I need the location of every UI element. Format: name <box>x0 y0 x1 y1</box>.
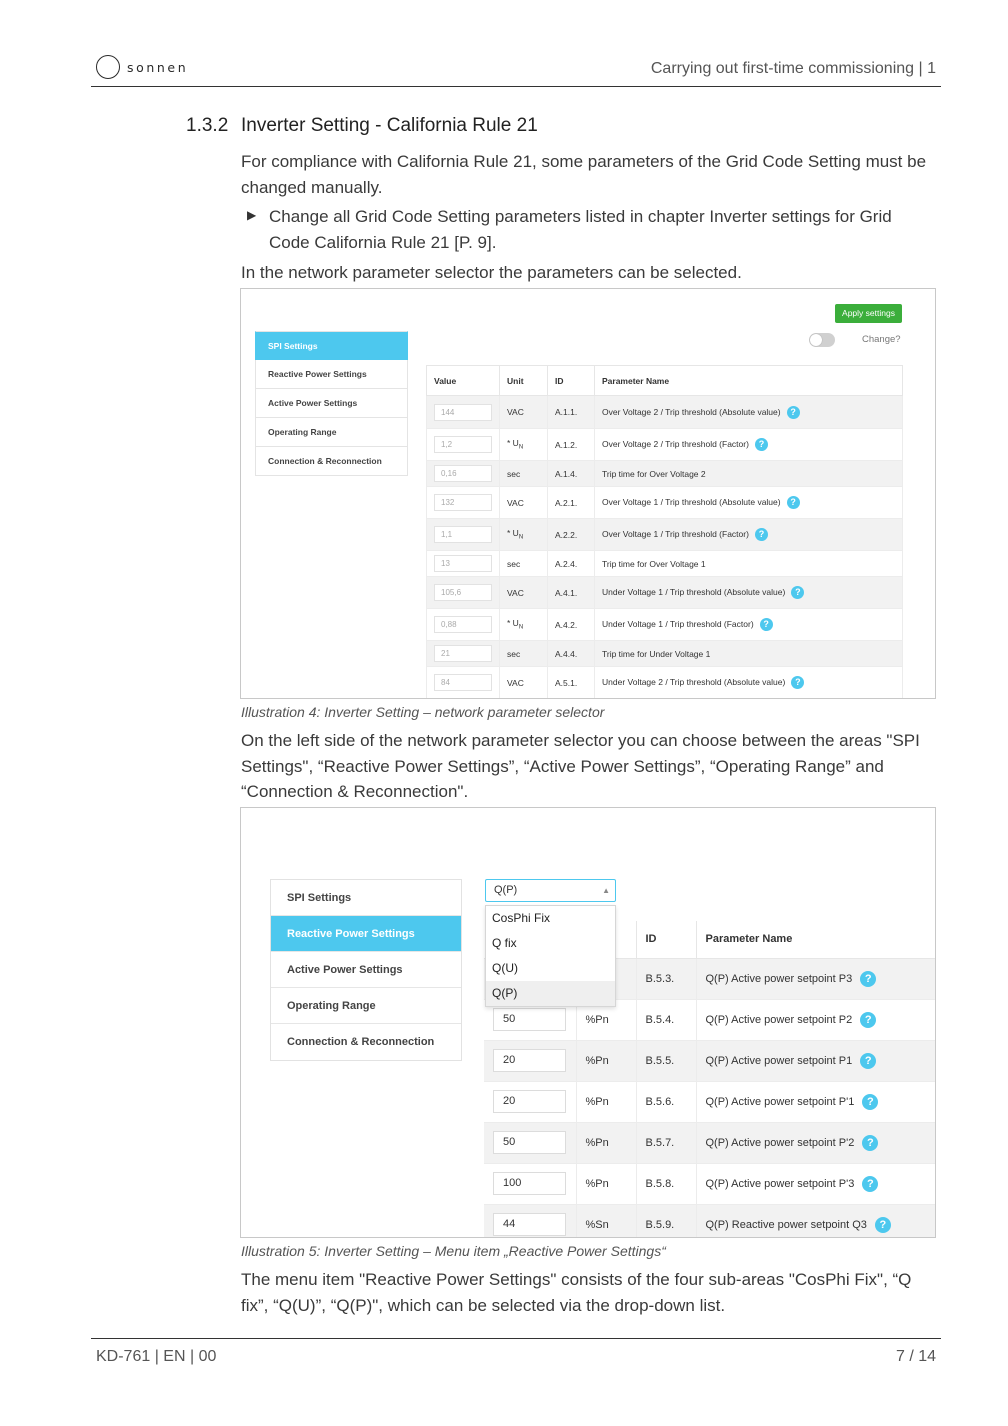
parameter-name-cell <box>595 396 903 429</box>
unit-text: * U <box>507 438 519 449</box>
unit-subscript: N <box>518 534 524 541</box>
help-icon[interactable]: ? <box>755 438 768 451</box>
unit-text: sec <box>507 468 521 479</box>
id-cell: A.2.1. <box>548 487 595 519</box>
parameter-name-cell <box>696 1204 936 1238</box>
parameter-name: Q(P) Active power setpoint P'1 <box>705 1095 855 1108</box>
id-cell: A.4.2. <box>548 609 595 641</box>
unit-text: VAC <box>507 407 524 417</box>
value-cell <box>484 1040 576 1081</box>
value-input[interactable]: 84 <box>434 674 492 691</box>
parameter-name-cell <box>595 461 903 487</box>
unit-cell: %Pn <box>576 1163 636 1204</box>
value-input[interactable]: 1,1 <box>434 526 492 543</box>
table-row <box>427 641 903 667</box>
illustration-5-reactive-power-settings <box>240 807 936 1238</box>
value-cell <box>427 429 500 461</box>
help-icon[interactable]: ? <box>875 1217 891 1233</box>
parameter-name-cell <box>696 1122 936 1163</box>
parameter-name: Trip time for Over Voltage 1 <box>602 558 706 569</box>
parameter-name: Over Voltage 1 / Trip threshold (Factor) <box>602 528 749 539</box>
table-row <box>427 487 903 519</box>
menu-item-connection-reconnection[interactable]: Connection & Reconnection <box>271 1024 461 1060</box>
unit-subscript: N <box>518 624 524 631</box>
parameter-name-cell <box>696 1040 936 1081</box>
help-icon[interactable]: ? <box>760 618 773 631</box>
table-row <box>427 577 903 609</box>
value-cell <box>484 1081 576 1122</box>
unit-cell <box>500 519 548 551</box>
id-cell: A.1.1. <box>548 396 595 429</box>
table-row <box>427 519 903 551</box>
table-row <box>484 1081 936 1122</box>
parameter-name-cell <box>595 577 903 609</box>
logo-text: sonnen <box>127 59 189 75</box>
unit-cell <box>500 396 548 429</box>
table-row <box>484 1163 936 1204</box>
value-input[interactable]: 1,2 <box>434 436 492 453</box>
caret-up-icon: ▲ <box>602 886 610 895</box>
dropdown-selected-value: Q(P) <box>494 884 518 896</box>
table-row <box>427 609 903 641</box>
value-cell <box>484 1163 576 1204</box>
value-cell <box>427 577 500 609</box>
help-icon[interactable]: ? <box>862 1176 878 1192</box>
id-cell: A.2.2. <box>548 519 595 551</box>
unit-text: VAC <box>507 497 524 508</box>
parameter-name-cell <box>696 1081 936 1122</box>
value-input[interactable]: 144 <box>434 404 492 421</box>
header-rule <box>91 86 941 87</box>
value-input[interactable]: 21 <box>434 645 492 662</box>
parameter-name-cell <box>696 999 936 1040</box>
bullet-triangle-icon: ▶ <box>247 208 257 222</box>
logo-circle-icon <box>96 55 120 79</box>
dropdown-option-q-p[interactable]: Q(P) <box>486 981 615 1006</box>
id-cell: B.5.4. <box>636 999 696 1040</box>
menu-item-connection-reconnection[interactable]: Connection & Reconnection <box>255 447 408 476</box>
sub-area-dropdown[interactable] <box>485 879 616 902</box>
parameter-name: Under Voltage 1 / Trip threshold (Factor) <box>602 618 754 629</box>
section-title: Inverter Setting - California Rule 21 <box>241 115 538 136</box>
value-cell <box>427 461 500 487</box>
sonnen-logo <box>96 55 188 79</box>
parameter-name-cell <box>595 487 903 519</box>
parameter-name: Q(P) Reactive power setpoint Q3 <box>705 1218 867 1231</box>
unit-text: VAC <box>507 677 524 688</box>
unit-cell <box>500 461 548 487</box>
unit-cell <box>500 641 548 667</box>
dropdown-option-q-u[interactable]: Q(U) <box>492 961 518 975</box>
page-number: 7 / 14 <box>895 1348 936 1365</box>
id-cell: A.1.4. <box>548 461 595 487</box>
help-icon[interactable]: ? <box>791 586 804 599</box>
help-icon[interactable]: ? <box>787 406 800 419</box>
unit-text: sec <box>507 648 521 659</box>
menu-item-active-power-settings[interactable]: Active Power Settings <box>255 389 408 418</box>
value-input[interactable]: 105,6 <box>434 584 492 601</box>
column-header-value: Value <box>427 366 500 396</box>
value-cell <box>427 609 500 641</box>
parameter-table <box>426 365 903 699</box>
id-cell: B.5.6. <box>636 1081 696 1122</box>
change-toggle[interactable] <box>809 333 835 347</box>
value-cell <box>427 551 500 577</box>
unit-cell <box>500 429 548 461</box>
help-icon[interactable]: ? <box>862 1135 878 1151</box>
parameter-name: Q(P) Active power setpoint P'3 <box>705 1177 855 1190</box>
value-cell <box>427 641 500 667</box>
parameter-name: Q(P) Active power setpoint P3 <box>705 972 853 985</box>
apply-settings-button[interactable]: Apply settings <box>835 304 902 323</box>
menu-item-paragraph: The menu item "Reactive Power Settings" consists of the four sub-areas "CosPhi Fix", “Q fix”, “Q(U)”, “Q(P)", which can be selected via the drop-down list. <box>241 1270 912 1315</box>
unit-subscript: N <box>518 444 524 451</box>
table-row <box>484 1122 936 1163</box>
value-cell <box>427 667 500 699</box>
parameter-name-cell <box>595 429 903 461</box>
settings-menu <box>270 879 462 1061</box>
value-input[interactable]: 50 <box>493 1131 566 1154</box>
value-input[interactable]: 50 <box>493 1008 566 1031</box>
menu-item-reactive-power-settings[interactable]: Reactive Power Settings <box>271 916 461 952</box>
illustration-5-caption: Illustration 5: Inverter Setting – Menu item „Reactive Power Settings“ <box>241 1243 666 1259</box>
value-cell <box>427 519 500 551</box>
id-cell: B.5.5. <box>636 1040 696 1081</box>
parameter-name-cell <box>696 1163 936 1204</box>
table-row <box>427 667 903 699</box>
document-id: KD-761 | EN | 00 <box>96 1348 217 1365</box>
parameter-name-cell <box>595 667 903 699</box>
table-row <box>427 551 903 577</box>
value-input[interactable]: 100 <box>493 1172 566 1195</box>
footer-rule <box>91 1338 941 1339</box>
column-header-parameter-name: Parameter Name <box>696 921 936 958</box>
parameter-name-cell <box>696 958 936 999</box>
id-cell: B.5.8. <box>636 1163 696 1204</box>
section-number: 1.3.2 <box>186 115 229 136</box>
menu-item-operating-range[interactable]: Operating Range <box>255 418 408 447</box>
help-icon[interactable]: ? <box>860 1053 876 1069</box>
unit-cell <box>500 487 548 519</box>
value-cell <box>484 1204 576 1238</box>
parameter-name: Q(P) Active power setpoint P2 <box>705 1013 853 1026</box>
column-header-id: ID <box>548 366 595 396</box>
unit-cell: %Pn <box>576 1040 636 1081</box>
unit-cell: %Sn <box>576 1204 636 1238</box>
unit-cell <box>500 551 548 577</box>
unit-cell: %Pn <box>576 1081 636 1122</box>
toggle-knob <box>810 334 822 346</box>
id-cell: B.5.3. <box>636 958 696 999</box>
value-input[interactable]: 0,88 <box>434 616 492 633</box>
unit-cell: %Pn <box>576 999 636 1040</box>
parameter-name: Q(P) Active power setpoint P1 <box>705 1054 853 1067</box>
table-row <box>427 461 903 487</box>
id-cell: A.5.1. <box>548 667 595 699</box>
menu-item-spi-settings[interactable]: SPI Settings <box>255 331 408 360</box>
settings-menu <box>255 331 408 476</box>
help-icon[interactable]: ? <box>860 1012 876 1028</box>
parameter-name-cell <box>595 609 903 641</box>
help-icon[interactable]: ? <box>860 971 876 987</box>
chapter-header: Carrying out first-time commissioning | 1 <box>650 60 936 77</box>
menu-item-active-power-settings[interactable]: Active Power Settings <box>271 952 461 988</box>
parameter-name: Under Voltage 2 / Trip threshold (Absolute value) <box>602 676 786 687</box>
help-icon[interactable]: ? <box>787 496 800 509</box>
value-input[interactable]: 44 <box>493 1213 566 1236</box>
table-row <box>427 429 903 461</box>
value-input[interactable]: 20 <box>493 1049 566 1072</box>
dropdown-option-cosphi-fix[interactable]: CosPhi Fix <box>492 911 551 925</box>
id-cell: B.5.7. <box>636 1122 696 1163</box>
id-cell: A.2.4. <box>548 551 595 577</box>
value-input[interactable]: 20 <box>493 1090 566 1113</box>
value-input[interactable]: 0,16 <box>434 465 492 482</box>
help-icon[interactable]: ? <box>862 1094 878 1110</box>
id-cell: A.4.4. <box>548 641 595 667</box>
menu-item-reactive-power-settings[interactable]: Reactive Power Settings <box>255 360 408 389</box>
parameter-name-cell <box>595 551 903 577</box>
id-cell: A.1.2. <box>548 429 595 461</box>
id-cell: A.4.1. <box>548 577 595 609</box>
change-label: Change? <box>862 334 901 345</box>
help-icon[interactable]: ? <box>755 528 768 541</box>
table-row <box>484 1040 936 1081</box>
column-header-parameter-name: Parameter Name <box>595 366 903 396</box>
value-cell <box>427 396 500 429</box>
parameter-name: Trip time for Under Voltage 1 <box>602 648 711 659</box>
dropdown-option-q-fix[interactable]: Q fix <box>492 936 517 950</box>
column-header-id: ID <box>636 921 696 958</box>
value-cell <box>427 487 500 519</box>
parameter-name: Over Voltage 1 / Trip threshold (Absolute value) <box>602 496 781 507</box>
instruction-bullet: Change all Grid Code Setting parameters listed in chapter Inverter settings for Grid Code California Rule 21 [P. 9]. <box>269 207 892 252</box>
value-cell <box>484 1122 576 1163</box>
unit-text: VAC <box>507 587 524 598</box>
parameter-name-cell <box>595 641 903 667</box>
id-cell: B.5.9. <box>636 1204 696 1238</box>
unit-cell <box>500 667 548 699</box>
illustration-4-caption: Illustration 4: Inverter Setting – network parameter selector <box>241 704 605 720</box>
parameter-name-cell <box>595 519 903 551</box>
dropdown-options-list <box>485 905 616 1007</box>
column-header-unit: Unit <box>500 366 548 396</box>
value-input[interactable]: 132 <box>434 494 492 511</box>
illustration-4-network-parameter-selector <box>240 288 936 699</box>
unit-cell <box>500 609 548 641</box>
unit-cell <box>500 577 548 609</box>
parameter-name: Under Voltage 1 / Trip threshold (Absolute value) <box>602 586 786 597</box>
parameter-name: Q(P) Active power setpoint P'2 <box>705 1136 855 1149</box>
parameter-name: Trip time for Over Voltage 2 <box>602 468 706 479</box>
unit-text: * U <box>507 618 519 629</box>
menu-item-spi-settings[interactable]: SPI Settings <box>271 880 461 916</box>
areas-paragraph: On the left side of the network parameter selector you can choose between the areas "SPI Settings", “Reactive Power Settings”, “Active Power Settings”, “Operating Range” and “Connection & Reconnection". <box>241 731 920 801</box>
help-icon[interactable]: ? <box>791 676 804 689</box>
table-row <box>427 396 903 429</box>
intro-paragraph: For compliance with California Rule 21, some parameters of the Grid Code Setting must be changed manually. <box>241 152 927 197</box>
selector-intro-paragraph: In the network parameter selector the parameters can be selected. <box>241 263 742 282</box>
value-input[interactable]: 13 <box>434 555 492 572</box>
parameter-name: Over Voltage 2 / Trip threshold (Factor) <box>602 438 749 449</box>
table-row <box>484 1204 936 1238</box>
menu-item-operating-range[interactable]: Operating Range <box>271 988 461 1024</box>
unit-cell: %Pn <box>576 1122 636 1163</box>
unit-text: * U <box>507 528 519 539</box>
parameter-name: Over Voltage 2 / Trip threshold (Absolute value) <box>602 406 781 417</box>
unit-text: sec <box>507 558 521 569</box>
